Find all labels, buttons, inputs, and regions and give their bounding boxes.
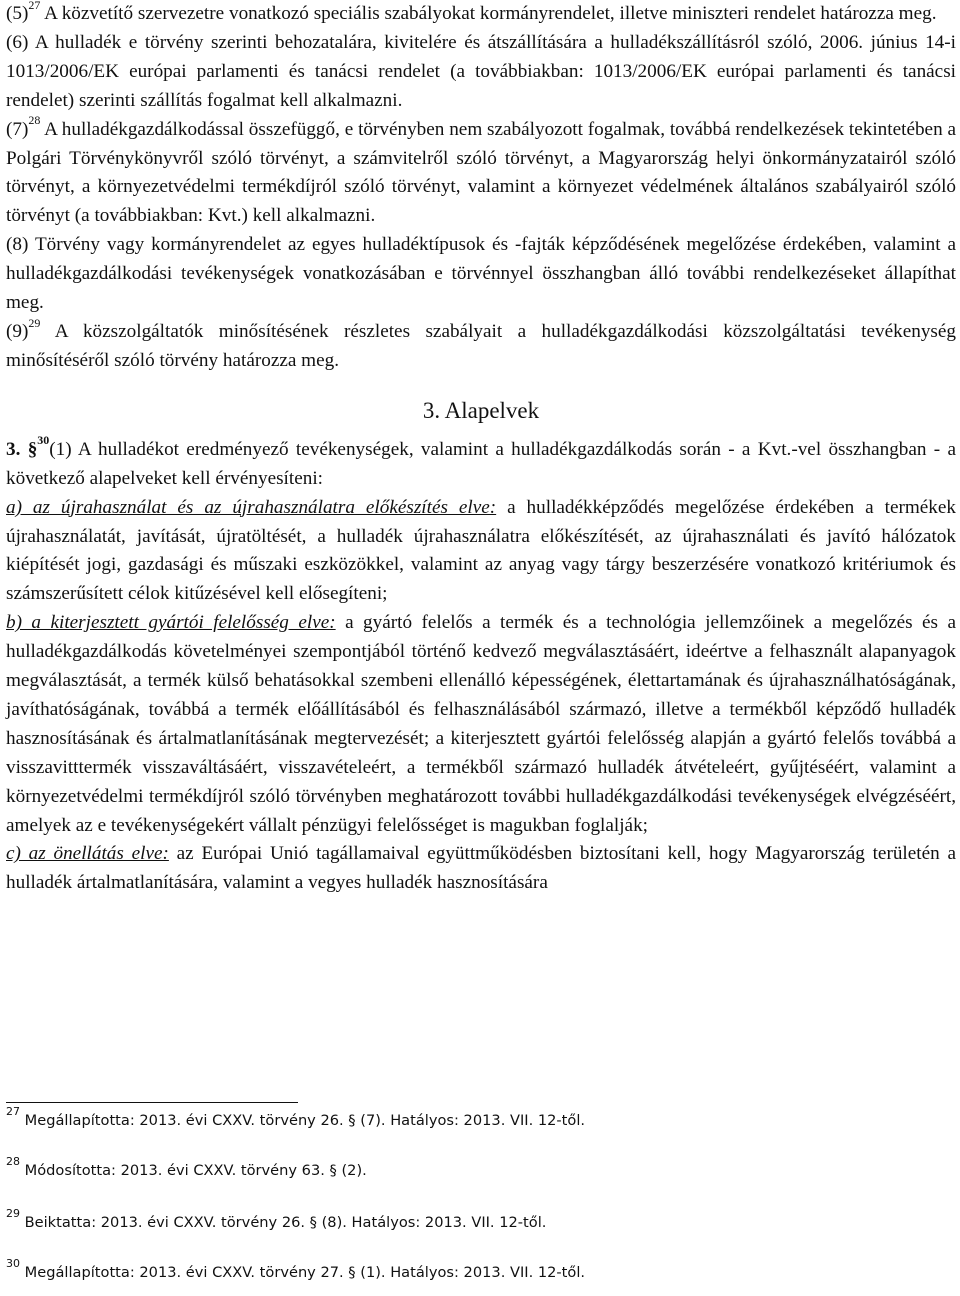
footnote-number: 28 [6, 1155, 20, 1169]
footnote-text: Módosította: 2013. évi CXXV. törvény 63. § (2). [24, 1162, 367, 1179]
paragraph-number: (5) [6, 3, 29, 24]
footnote-reference[interactable]: 30 [37, 433, 50, 448]
section-text: (1) A hulladékot eredményező tevékenységek, valamint a hulladékgazdálkodás során - a Kvt.-vel összhangban - a következő alapelveket kell érvényesíteni: [6, 438, 957, 489]
body-text [6, 0, 956, 898]
footnote-number: 27 [6, 1105, 20, 1119]
footnote-item [6, 1207, 547, 1231]
point-heading: b) a kiterjesztett gyártói felelősség elve: [6, 612, 336, 634]
footnote-text: Megállapította: 2013. évi CXXV. törvény 27. § (1). Hatályos: 2013. VII. 12-től. [24, 1264, 586, 1281]
section-number: 3. [6, 438, 21, 460]
point-c [6, 840, 956, 898]
paragraph-6: (6) A hulladék e törvény szerinti behozatalára, kivitelére és átszállítására a hulladékszállításról szóló, 2006. június 14-i 1013/2006/EK európai parlamenti és tanácsi rendelet (a továbbiakban: 1013/2006/EK európai parlamenti és tanácsi rendelet) szerinti szállítás fogalmat kell alkalmazni. [6, 31, 956, 111]
paragraph-5 [6, 0, 956, 29]
footnote-text: Megállapította: 2013. évi CXXV. törvény 26. § (7). Hatályos: 2013. VII. 12-től. [24, 1112, 586, 1129]
point-text: a gyártó felelős a termék és a technológia jellemzőinek a megelőzés és a hulladékgazdálkodás követelményei szempontjából történő kedvező megválasztásáért, ideértve a felhasznált alapanyagok megválasztását, a termék külső behatásokkal szembeni ellenálló képességének, élettartamának és újrahasználhatóságának, javíthatóságának, továbbá a termék előállításából és felhasználásából származó, illetve a termékből képződő hulladék hasznosításának és ártalmatlanításának megtervezését; a kiterjesztett gyártói felelősség alapján a gyártó felelős továbbá a visszavitttermék visszaváltásáért, visszavételeért, a termékből származó hulladék átvételeért, gyűjtéséért, valamint a környezetvédelmi termékdíjról szóló törvényben meghatározott további hulladékgazdálkodási tevékenységek elvégzéséért, amelyek az e tevékenységekért vállalt pénzügyi felelősséget is magukban foglalják; [6, 612, 956, 836]
point-text: a hulladékképződés megelőzése érdekében a termékek újrahasználatát, javítását, újratöltését, a hulladék újrahasználatra előkészítését, az újrahasználati és javító hálózatok kiépítését jogi, gazdasági és műszaki eszközökkel, valamint az anyag vagy tárgy beszerzésére vonatkozó kritériumok és számszerűsített célok kitűzésével kell elősegíteni; [6, 496, 956, 605]
footnote-reference[interactable]: 29 [28, 315, 41, 330]
section-symbol: § [27, 438, 38, 460]
paragraph-9 [6, 315, 956, 376]
point-text: az Európai Unió tagállamaival együttműködésben biztosítani kell, hogy Magyarország területén a hulladék ártalmatlanítására, valamint a vegyes hulladék hasznosítására [6, 843, 957, 894]
footnote-number: 30 [6, 1257, 20, 1271]
point-b [6, 609, 956, 840]
paragraph-7 [6, 113, 956, 232]
point-a [6, 494, 956, 610]
point-heading: a) az újrahasználat és az újrahasználatra előkészítés elve: [6, 496, 497, 518]
footnote-text: Beiktatta: 2013. évi CXXV. törvény 26. § (8). Hatályos: 2013. VII. 12-től. [24, 1214, 547, 1231]
footnote-item [6, 1105, 586, 1129]
footnote-reference[interactable]: 28 [28, 113, 41, 128]
footnote-separator [6, 1102, 298, 1103]
paragraph-8: (8) Törvény vagy kormányrendelet az egyes hulladéktípusok és -fajták képződésének megelőzése érdekében, valamint a hulladékgazdálkodási tevékenységek vonatkozásában e törvénnyel összhangban álló további rendelkezéseket állapíthat meg. [6, 234, 956, 314]
footnote-item [6, 1155, 367, 1179]
section-heading: 3. Alapelvek [422, 397, 540, 423]
footnote-number: 29 [6, 1207, 20, 1221]
paragraph-text: A hulladékgazdálkodással összefüggő, e törvényben nem szabályozott fogalmak, továbbá rendelkezések tekintetében a Polgári Törvénykönyvről szóló törvényt, a számvitelről szóló törvényt, a Magyarország helyi önkormányzatairól szóló törvényt, a környezetvédelmi termékdíjról szóló törvényt, valamint a környezet védelmének általános szabályairól szóló törvényt (a továbbiakban: Kvt.) kell alkalmazni. [6, 118, 956, 227]
point-heading: c) az önellátás elve: [6, 843, 169, 865]
section-3-paragraph-1 [6, 433, 957, 494]
paragraph-number: (7) [6, 118, 29, 140]
paragraph-number: (9) [6, 320, 29, 342]
footnote-item [6, 1257, 586, 1281]
footnote-reference[interactable]: 27 [28, 0, 41, 12]
paragraph-text: A közvetítő szervezetre vonatkozó speciális szabályokat kormányrendelet, illetve miniszteri rendelet határozza meg. [40, 3, 937, 24]
paragraph-text: A közszolgáltatók minősítésének részletes szabályait a hulladékgazdálkodási közszolgáltatási tevékenység minősítéséről szóló törvény határozza meg. [6, 320, 956, 371]
